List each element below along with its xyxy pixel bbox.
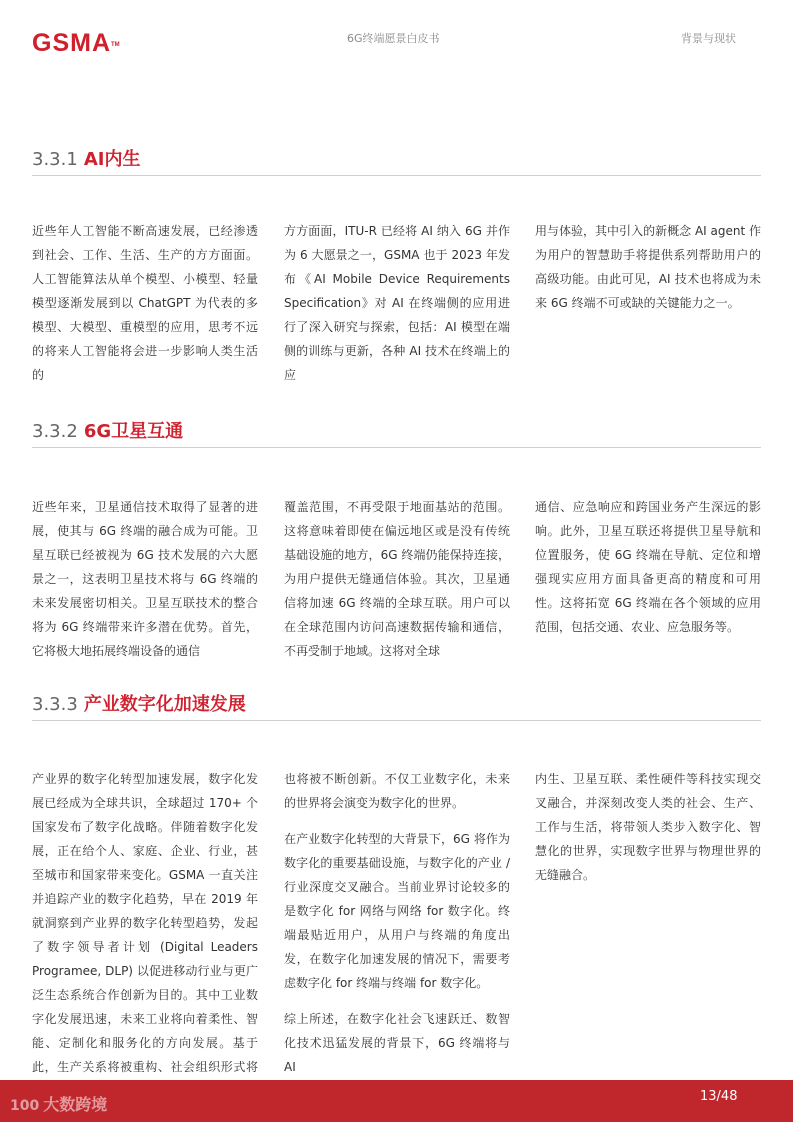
watermark — [10, 1092, 107, 1115]
watermark-logo-icon: 100 — [10, 1098, 40, 1114]
text-column — [32, 767, 258, 1103]
paragraph: 产业界的数字化转型加速发展，数字化发展已经成为全球共识，全球超过 170+ 个国家发布了数字化战略。伴随着数字化发展，正在给个人、家庭、企业、行业，甚至城市和国家带来变化。GSMA 一直关注并追踪产业的数字化趋势，早在 2019 年就洞察到产业界的数字化转型趋势，发起了数字领导者计划 (Digital Leaders Programee, DLP) 以促进移动行业与更广泛生态系统合作创新为目的。其中工业数字化发展迅速，未来工业将向着柔性、智能、定制化和服务化的方向发展。基于此，生产关系将被重构、社会组织形式将 — [32, 772, 258, 1074]
paragraph: 方方面面，ITU-R 已经将 AI 纳入 6G 并作为 6 大愿景之一，GSMA 也于 2023 年发布《AI Mobile Device Requirements Specification》对 AI 在终端侧的应用进行了深入研究与探索，包括：AI 模型在端侧的训练与更新，各种 AI 技术在终端上的应 — [284, 224, 510, 382]
page-header — [0, 0, 793, 70]
paragraph: 近些年来，卫星通信技术取得了显著的进展，使其与 6G 终端的融合成为可能。卫星互联已经被视为 6G 技术发展的六大愿景之一，这表明卫星技术将与 6G 终端的未来发展密切相关。卫星互联技术的整合将为 6G 终端带来许多潜在优势。首先，它将极大地拓展终端设备的通信 — [32, 500, 258, 658]
paragraph: 近些年人工智能不断高速发展，已经渗透到社会、工作、生活、生产的方方面面。人工智能算法从单个模型、小模型、轻量模型逐渐发展到以 ChatGPT 为代表的多模型、大模型、重模型的应用，思考不远的将来人工智能将会进一步影响人类生活的 — [32, 224, 258, 382]
section-title: 产业数字化加速发展 — [83, 694, 246, 715]
paragraph: 内生、卫星互联、柔性硬件等科技实现交叉融合，并深刻改变人类的社会、生产、工作与生活，将带领人类步入数字化、智慧化的世界，实现数字世界与物理世界的无缝融合。 — [535, 772, 761, 882]
text-column — [284, 219, 510, 387]
section-number: 3.3.2 — [32, 421, 78, 442]
text-column — [32, 495, 258, 663]
paragraph: 通信、应急响应和跨国业务产生深远的影响。此外，卫星互联还将提供卫星导航和位置服务，使 6G 终端在导航、定位和增强现实应用方面具备更高的精度和可用性。这将拓宽 6G 终端在各个领域的应用范围，包括交通、农业、应急服务等。 — [535, 500, 761, 634]
text-column — [32, 219, 258, 387]
section-heading — [32, 417, 761, 448]
section-number: 3.3.3 — [32, 694, 78, 715]
page-number: 13/48 — [700, 1089, 738, 1104]
paragraph: 覆盖范围，不再受限于地面基站的范围。这将意味着即使在偏远地区或是没有传统基础设施的地方，6G 终端仍能保持连接，为用户提供无缝通信体验。其次，卫星通信将加速 6G 终端的全球互联。用户可以在全球范围内访问高速数据传输和通信，不再受制于地域。这将对全球 — [284, 500, 510, 658]
text-column — [535, 219, 761, 315]
text-column — [284, 495, 510, 663]
paragraph: 在产业数字化转型的大背景下，6G 将作为数字化的重要基础设施，与数字化的产业 / 行业深度交叉融合。当前业界讨论较多的是数字化 for 网络与网络 for 数字化。终端最贴近用户，从用户与终端的角度出发，在数字化加速发展的情况下，需要考虑数字化 for 终端与终端 for 数字化。 — [284, 832, 510, 990]
text-column — [535, 767, 761, 887]
gsma-logo: GSMA™ — [32, 29, 120, 57]
chapter-tag: 背景与现状 — [681, 32, 736, 45]
watermark-text: 大数跨境 — [43, 1095, 108, 1114]
section-heading — [32, 145, 761, 176]
section-title: 6G卫星互通 — [83, 421, 184, 442]
paragraph: 综上所述，在数字化社会飞速跃迁、数智化技术迅猛发展的背景下，6G 终端将与 AI — [284, 1012, 510, 1074]
text-column — [535, 495, 761, 639]
paragraph: 也将被不断创新。不仅工业数字化，未来的世界将会演变为数字化的世界。 — [284, 772, 510, 810]
page-footer — [0, 1080, 793, 1122]
section-title: AI内生 — [83, 149, 141, 170]
document-title: 6G终端愿景白皮书 — [347, 32, 440, 45]
section-number: 3.3.1 — [32, 149, 78, 170]
text-column — [284, 767, 510, 1079]
paragraph: 用与体验，其中引入的新概念 AI agent 作为用户的智慧助手将提供系列帮助用户的高级功能。由此可见，AI 技术也将成为未来 6G 终端不可或缺的关键能力之一。 — [535, 224, 761, 310]
section-heading — [32, 690, 761, 721]
